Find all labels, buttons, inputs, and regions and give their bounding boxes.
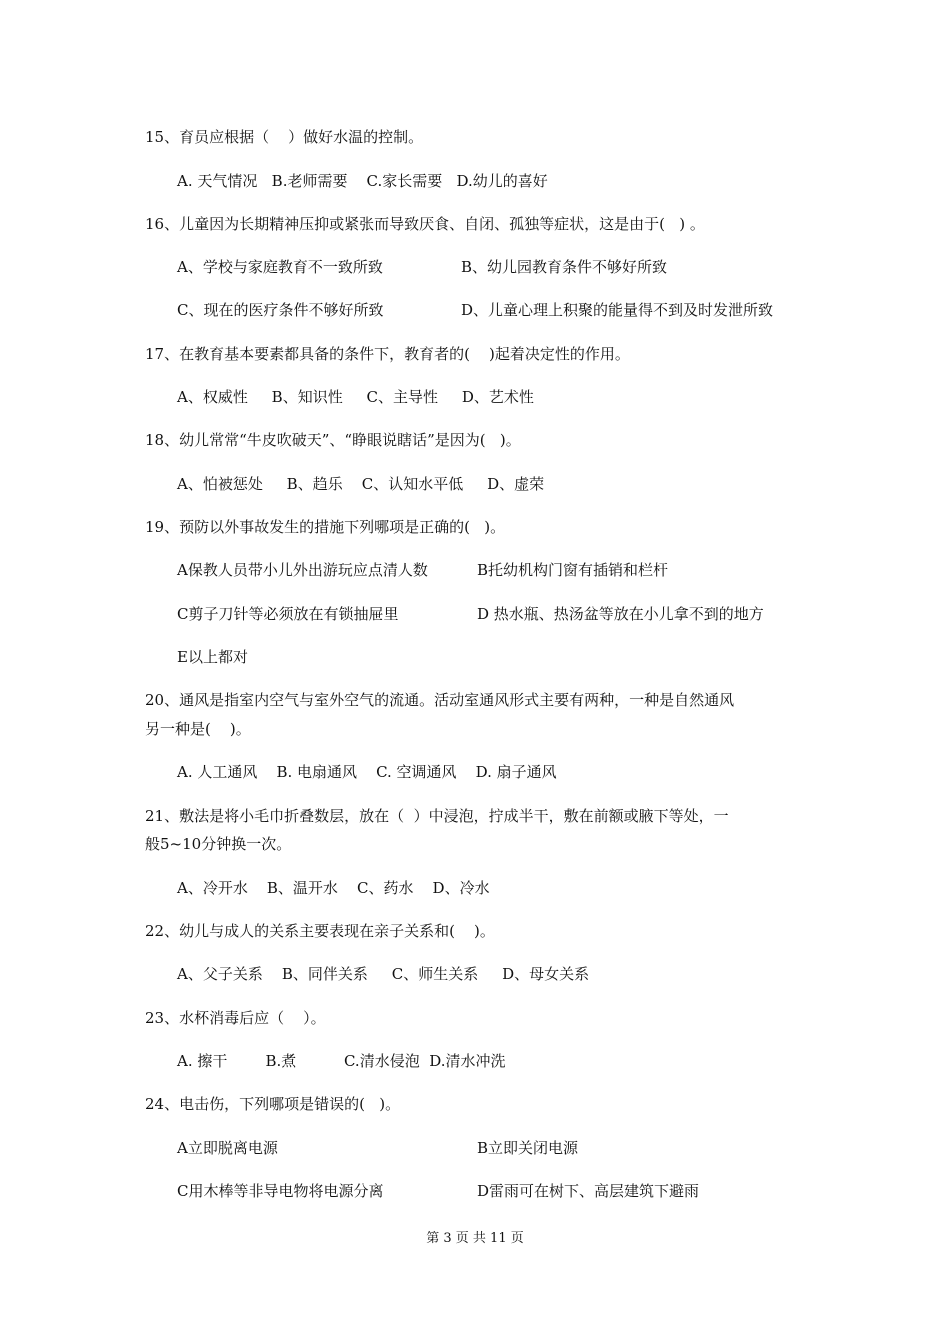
question-18-stem: 18、幼儿常常“牛皮吹破天”、“睁眼说瞎话”是因为( )。 [145, 431, 521, 449]
question-15-stem: 15、育员应根据（ ）做好水温的控制。 [145, 128, 424, 146]
question-24-option-b: B立即关闭电源 [477, 1139, 579, 1157]
question-16-option-b: B、幼儿园教育条件不够好所致 [461, 258, 668, 276]
question-24-option-a: A立即脱离电源 [177, 1139, 278, 1157]
question-15-options: A. 天气情况 B.老师需要 C.家长需要 D.幼儿的喜好 [177, 172, 548, 190]
question-21-options: A、冷开水 B、温开水 C、药水 D、冷水 [177, 879, 490, 897]
question-20-stem-line2: 另一种是( )。 [145, 720, 251, 738]
question-21-stem-line2: 般5~10分钟换一次。 [145, 835, 292, 853]
question-23-stem: 23、水杯消毒后应（ ）。 [145, 1009, 326, 1027]
question-22-options: A、父子关系 B、同伴关系 C、师生关系 D、母女关系 [177, 965, 590, 983]
question-16-stem: 16、儿童因为长期精神压抑或紧张而导致厌食、自闭、孤独等症状，这是由于( ) 。 [145, 215, 705, 233]
question-19-option-b: B托幼机构门窗有插销和栏杆 [477, 561, 669, 579]
question-17-stem: 17、在教育基本要素都具备的条件下，教育者的( )起着决定性的作用。 [145, 345, 630, 363]
question-20-options: A. 人工通风 B. 电扇通风 C. 空调通风 D. 扇子通风 [177, 763, 557, 781]
question-21-stem-line1: 21、敷法是将小毛巾折叠数层，放在（ ）中浸泡，拧成半干，敷在前额或腋下等处，一 [145, 807, 729, 825]
question-24-stem: 24、电击伤，下列哪项是错误的( )。 [145, 1095, 401, 1113]
page-number-footer: 第 3 页 共 11 页 [426, 1231, 524, 1246]
question-16-option-a: A、学校与家庭教育不一致所致 [177, 258, 383, 276]
question-19-option-d: D 热水瓶、热汤盆等放在小儿拿不到的地方 [477, 605, 764, 623]
question-17-options: A、权威性 B、知识性 C、主导性 D、艺术性 [177, 388, 534, 406]
question-20-stem-line1: 20、通风是指室内空气与室外空气的流通。活动室通风形式主要有两种，一种是自然通风 [145, 691, 735, 709]
question-19-option-c: C剪子刀针等必须放在有锁抽屉里 [177, 605, 399, 623]
question-19-option-e: E以上都对 [177, 648, 248, 666]
question-24-option-d: D雷雨可在树下、高层建筑下避雨 [477, 1182, 700, 1200]
question-16-option-d: D、儿童心理上积聚的能量得不到及时发泄所致 [461, 301, 774, 319]
question-24-option-c: C用木棒等非导电物将电源分离 [177, 1182, 384, 1200]
question-16-option-c: C、现在的医疗条件不够好所致 [177, 301, 384, 319]
question-18-options: A、怕被惩处 B、趋乐 C、认知水平低 D、虚荣 [177, 475, 545, 493]
question-23-options: A. 擦干 B.煮 C.清水侵泡 D.清水冲洗 [177, 1052, 506, 1070]
question-19-stem: 19、预防以外事故发生的措施下列哪项是正确的( )。 [145, 518, 506, 536]
question-22-stem: 22、幼儿与成人的关系主要表现在亲子关系和( )。 [145, 922, 495, 940]
question-19-option-a: A保教人员带小儿外出游玩应点清人数 [177, 561, 428, 579]
